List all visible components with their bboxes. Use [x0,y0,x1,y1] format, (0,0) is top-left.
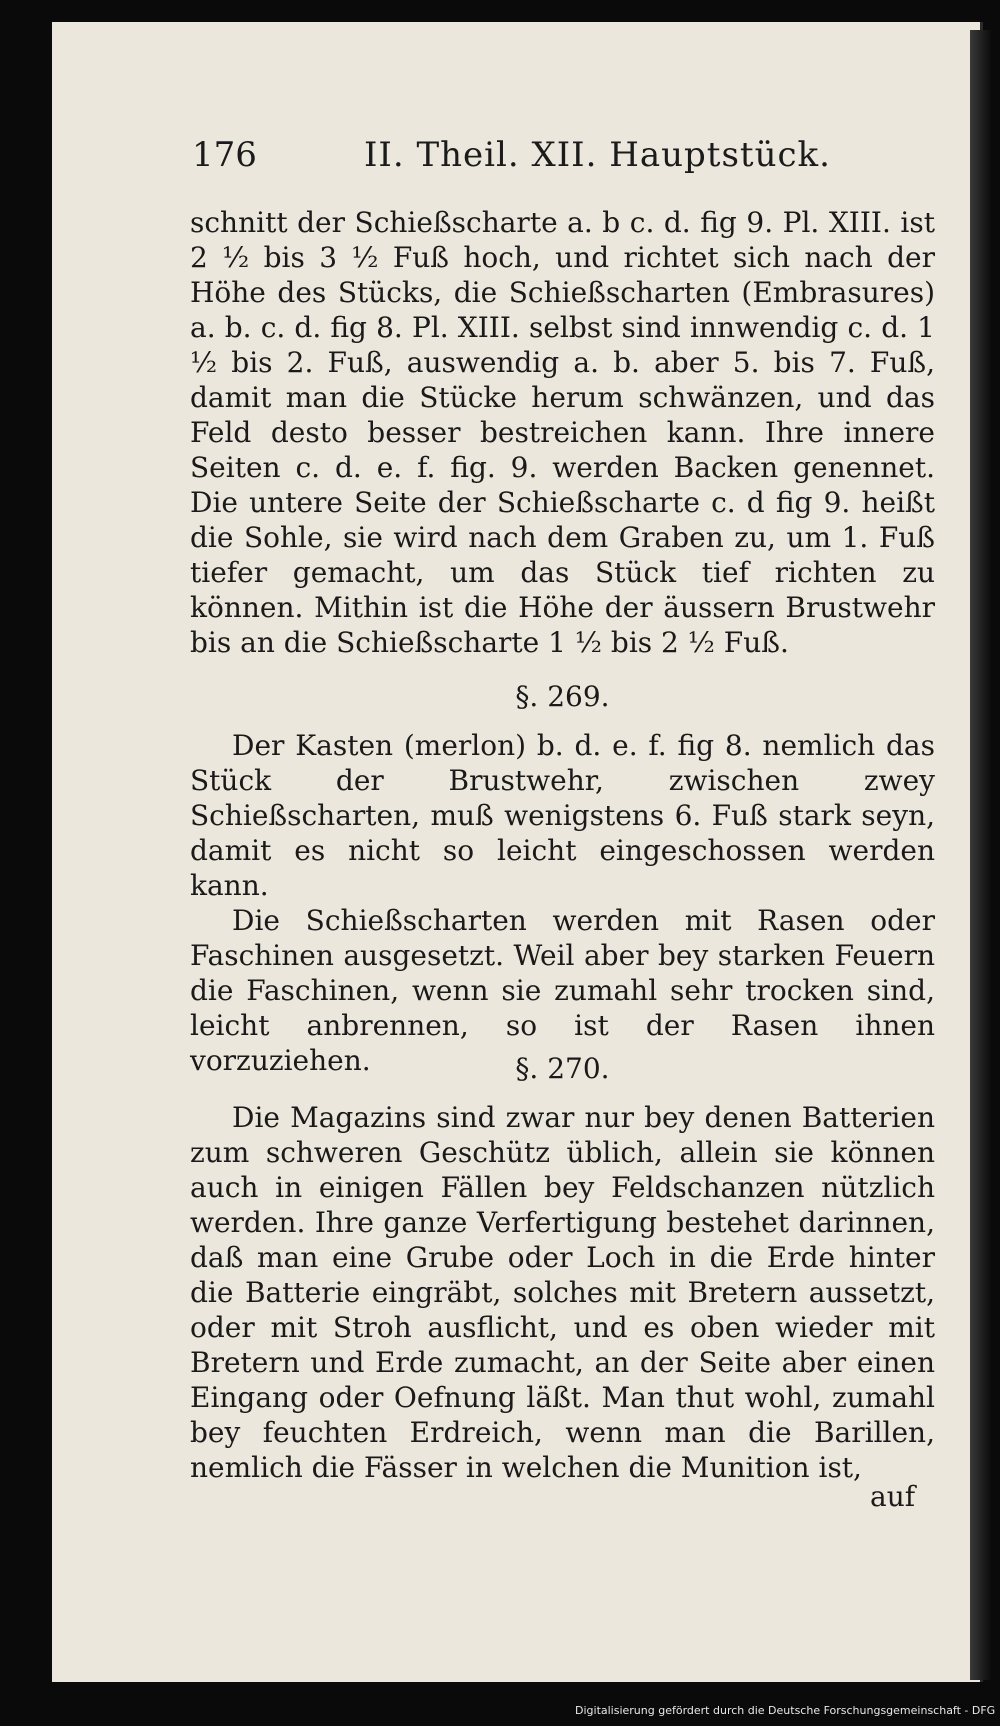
paragraph: schnitt der Schießscharte a. b c. d. fig 9. Pl. XIII. ist 2 ½ bis 3 ½ Fuß hoch, und richtet sich nach der Höhe des Stücks, die Schießscharten (Embrasures) a. b. c. d. fig 8. Pl. XIII. selbst sind innwendig c. d. 1 ½ bis 2. Fuß, auswendig a. b. aber 5. bis 7. Fuß, damit man die Stücke herum schwänzen, und das Feld desto besser bestreichen kann. Ihre innere Seiten c. d. e. f. fig. 9. werden Backen genennet. Die untere Seite der Schießscharte c. d fig 9. heißt die Sohle, sie wird nach dem Graben zu, um 1. Fuß tiefer gemacht, um das Stück tief richten zu können. Mithin ist die Höhe der äussern Brustwehr bis an die Schießscharte 1 ½ bis 2 ½ Fuß. [190,206,935,659]
section-269-body [190,728,935,1078]
page-header [140,135,900,185]
running-head: II. Theil. XII. Hauptstück. [364,135,831,175]
catchword: auf [870,1480,916,1513]
digitization-credit: Digitalisierung gefördert durch die Deutsche Forschungsgemeinschaft - DFG [575,1704,996,1717]
page-number: 176 [192,135,257,175]
page-edge [970,30,992,1680]
section-heading-270: §. 270. [515,1052,610,1085]
section-heading-269: §. 269. [515,680,610,713]
text-block-top [190,205,935,660]
paragraph: Die Schießscharten werden mit Rasen oder Faschinen ausgesetzt. Weil aber bey starken Feuern die Faschinen, wenn sie zumahl sehr trocken sind, leicht anbrennen, so ist der Rasen ihnen vorzuziehen. [190,904,935,1077]
section-270-body [190,1100,935,1485]
paragraph: Die Magazins sind zwar nur bey denen Batterien zum schweren Geschütz üblich, allein sie können auch in einigen Fällen bey Feldschanzen nützlich werden. Ihre ganze Verfertigung bestehet darinnen, daß man eine Grube oder Loch in die Erde hinter die Batterie eingräbt, solches mit Bretern aussetzt, oder mit Stroh ausflicht, und es oben wieder mit Bretern und Erde zumacht, an der Seite aber einen Eingang oder Oefnung läßt. Man thut wohl, zumahl bey feuchten Erdreich, wenn man die Barillen, nemlich die Fässer in welchen die Munition ist, [190,1101,935,1484]
paragraph: Der Kasten (merlon) b. d. e. f. fig 8. nemlich das Stück der Brustwehr, zwischen zwey Schießscharten, muß wenigstens 6. Fuß stark seyn, damit es nicht so leicht eingeschossen werden kann. [190,729,935,902]
